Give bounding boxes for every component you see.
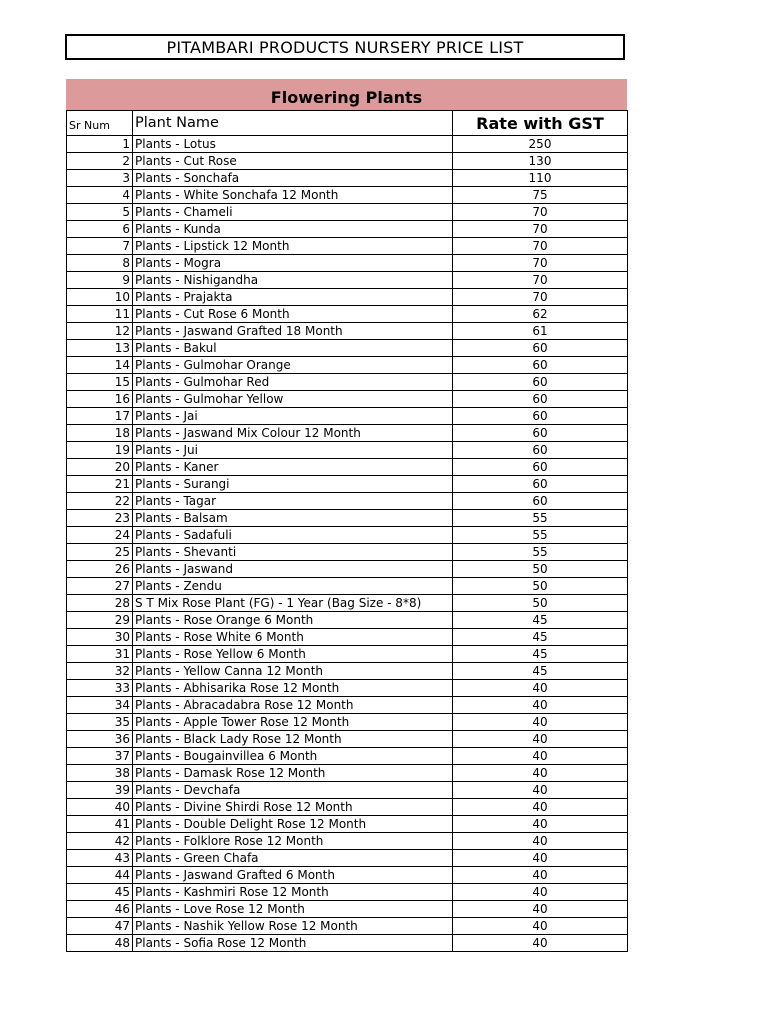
plant-name-cell: Plants - White Sonchafa 12 Month xyxy=(133,187,453,204)
rate-cell: 40 xyxy=(453,816,628,833)
plant-name-cell: Plants - Jui xyxy=(133,442,453,459)
plant-name-cell: Plants - Mogra xyxy=(133,255,453,272)
table-row xyxy=(67,374,628,391)
rate-cell: 40 xyxy=(453,714,628,731)
sr-num-cell: 34 xyxy=(67,697,133,714)
rate-cell: 40 xyxy=(453,833,628,850)
rate-cell: 40 xyxy=(453,884,628,901)
plant-name-cell: Plants - Prajakta xyxy=(133,289,453,306)
sr-num-cell: 9 xyxy=(67,272,133,289)
page-title: PITAMBARI PRODUCTS NURSERY PRICE LIST xyxy=(65,34,625,60)
plant-name-cell: Plants - Balsam xyxy=(133,510,453,527)
table-body xyxy=(67,136,628,952)
sr-num-cell: 42 xyxy=(67,833,133,850)
sr-num-cell: 17 xyxy=(67,408,133,425)
rate-cell: 250 xyxy=(453,136,628,153)
table-row xyxy=(67,918,628,935)
table-row xyxy=(67,629,628,646)
table-row xyxy=(67,663,628,680)
plant-name-cell: Plants - Lipstick 12 Month xyxy=(133,238,453,255)
plant-name-cell: Plants - Nishigandha xyxy=(133,272,453,289)
rate-cell: 70 xyxy=(453,204,628,221)
plant-name-cell: Plants - Sofia Rose 12 Month xyxy=(133,935,453,952)
table-row xyxy=(67,527,628,544)
sr-num-cell: 46 xyxy=(67,901,133,918)
table-row xyxy=(67,323,628,340)
plant-name-cell: Plants - Bakul xyxy=(133,340,453,357)
plant-name-cell: Plants - Bougainvillea 6 Month xyxy=(133,748,453,765)
rate-cell: 60 xyxy=(453,459,628,476)
sr-num-cell: 8 xyxy=(67,255,133,272)
rate-cell: 40 xyxy=(453,748,628,765)
rate-cell: 50 xyxy=(453,561,628,578)
table-row xyxy=(67,731,628,748)
sr-num-cell: 45 xyxy=(67,884,133,901)
plant-name-cell: Plants - Jaswand Mix Colour 12 Month xyxy=(133,425,453,442)
table-row xyxy=(67,595,628,612)
table-row xyxy=(67,680,628,697)
table-row xyxy=(67,493,628,510)
rate-cell: 60 xyxy=(453,374,628,391)
sr-num-cell: 29 xyxy=(67,612,133,629)
rate-cell: 50 xyxy=(453,578,628,595)
plant-name-cell: Plants - Rose White 6 Month xyxy=(133,629,453,646)
sr-num-cell: 31 xyxy=(67,646,133,663)
sr-num-cell: 5 xyxy=(67,204,133,221)
table-row xyxy=(67,204,628,221)
rate-cell: 60 xyxy=(453,408,628,425)
plant-name-cell: Plants - Jai xyxy=(133,408,453,425)
sr-num-cell: 13 xyxy=(67,340,133,357)
plant-name-cell: Plants - Gulmohar Yellow xyxy=(133,391,453,408)
sr-num-cell: 20 xyxy=(67,459,133,476)
plant-name-cell: Plants - Abracadabra Rose 12 Month xyxy=(133,697,453,714)
plant-name-cell: Plants - Jaswand Grafted 6 Month xyxy=(133,867,453,884)
plant-name-cell: Plants - Damask Rose 12 Month xyxy=(133,765,453,782)
sr-num-cell: 1 xyxy=(67,136,133,153)
sr-num-cell: 32 xyxy=(67,663,133,680)
plant-name-cell: Plants - Apple Tower Rose 12 Month xyxy=(133,714,453,731)
rate-cell: 45 xyxy=(453,663,628,680)
plant-name-cell: Plants - Lotus xyxy=(133,136,453,153)
plant-name-cell: Plants - Divine Shirdi Rose 12 Month xyxy=(133,799,453,816)
table-row xyxy=(67,867,628,884)
sr-num-cell: 11 xyxy=(67,306,133,323)
plant-name-cell: Plants - Tagar xyxy=(133,493,453,510)
rate-cell: 40 xyxy=(453,731,628,748)
table-row xyxy=(67,187,628,204)
rate-cell: 40 xyxy=(453,782,628,799)
plant-name-cell: Plants - Cut Rose xyxy=(133,153,453,170)
table-row xyxy=(67,561,628,578)
rate-cell: 60 xyxy=(453,357,628,374)
table-row xyxy=(67,612,628,629)
rate-cell: 50 xyxy=(453,595,628,612)
rate-cell: 70 xyxy=(453,289,628,306)
plant-name-cell: Plants - Jaswand Grafted 18 Month xyxy=(133,323,453,340)
plant-name-cell: Plants - Sonchafa xyxy=(133,170,453,187)
rate-cell: 45 xyxy=(453,612,628,629)
price-table xyxy=(66,110,628,952)
section-header: Flowering Plants xyxy=(66,79,627,110)
plant-name-cell: Plants - Sadafuli xyxy=(133,527,453,544)
rate-cell: 40 xyxy=(453,867,628,884)
table-row xyxy=(67,884,628,901)
sr-num-cell: 47 xyxy=(67,918,133,935)
table-row xyxy=(67,833,628,850)
rate-cell: 55 xyxy=(453,544,628,561)
plant-name-cell: Plants - Folklore Rose 12 Month xyxy=(133,833,453,850)
rate-cell: 70 xyxy=(453,255,628,272)
table-row xyxy=(67,255,628,272)
sr-num-cell: 26 xyxy=(67,561,133,578)
sr-num-cell: 21 xyxy=(67,476,133,493)
sr-num-cell: 25 xyxy=(67,544,133,561)
table-row xyxy=(67,510,628,527)
table-row xyxy=(67,578,628,595)
sr-num-cell: 19 xyxy=(67,442,133,459)
sr-num-cell: 27 xyxy=(67,578,133,595)
table-row xyxy=(67,799,628,816)
plant-name-cell: Plants - Kaner xyxy=(133,459,453,476)
table-row xyxy=(67,391,628,408)
plant-name-cell: Plants - Devchafa xyxy=(133,782,453,799)
sr-num-cell: 14 xyxy=(67,357,133,374)
plant-name-cell: Plants - Gulmohar Orange xyxy=(133,357,453,374)
table-row xyxy=(67,714,628,731)
plant-name-cell: Plants - Cut Rose 6 Month xyxy=(133,306,453,323)
sr-num-cell: 23 xyxy=(67,510,133,527)
rate-cell: 45 xyxy=(453,646,628,663)
table-row xyxy=(67,238,628,255)
plant-name-cell: Plants - Chameli xyxy=(133,204,453,221)
rate-cell: 40 xyxy=(453,799,628,816)
plant-name-cell: Plants - Black Lady Rose 12 Month xyxy=(133,731,453,748)
rate-cell: 40 xyxy=(453,850,628,867)
table-row xyxy=(67,153,628,170)
plant-name-cell: S T Mix Rose Plant (FG) - 1 Year (Bag Size - 8*8) xyxy=(133,595,453,612)
plant-name-cell: Plants - Gulmohar Red xyxy=(133,374,453,391)
column-header-sr-num: Sr Num xyxy=(67,111,133,136)
rate-cell: 61 xyxy=(453,323,628,340)
sr-num-cell: 7 xyxy=(67,238,133,255)
table-row xyxy=(67,442,628,459)
table-row xyxy=(67,136,628,153)
plant-name-cell: Plants - Rose Yellow 6 Month xyxy=(133,646,453,663)
plant-name-cell: Plants - Kashmiri Rose 12 Month xyxy=(133,884,453,901)
sr-num-cell: 37 xyxy=(67,748,133,765)
rate-cell: 130 xyxy=(453,153,628,170)
plant-name-cell: Plants - Zendu xyxy=(133,578,453,595)
sr-num-cell: 2 xyxy=(67,153,133,170)
sr-num-cell: 33 xyxy=(67,680,133,697)
plant-name-cell: Plants - Green Chafa xyxy=(133,850,453,867)
rate-cell: 62 xyxy=(453,306,628,323)
table-row xyxy=(67,221,628,238)
sr-num-cell: 36 xyxy=(67,731,133,748)
table-row xyxy=(67,935,628,952)
sr-num-cell: 40 xyxy=(67,799,133,816)
column-header-rate: Rate with GST xyxy=(453,111,628,136)
rate-cell: 40 xyxy=(453,935,628,952)
table-row xyxy=(67,901,628,918)
plant-name-cell: Plants - Love Rose 12 Month xyxy=(133,901,453,918)
sr-num-cell: 12 xyxy=(67,323,133,340)
rate-cell: 60 xyxy=(453,425,628,442)
plant-name-cell: Plants - Nashik Yellow Rose 12 Month xyxy=(133,918,453,935)
rate-cell: 40 xyxy=(453,918,628,935)
plant-name-cell: Plants - Double Delight Rose 12 Month xyxy=(133,816,453,833)
rate-cell: 55 xyxy=(453,510,628,527)
sr-num-cell: 39 xyxy=(67,782,133,799)
plant-name-cell: Plants - Kunda xyxy=(133,221,453,238)
rate-cell: 110 xyxy=(453,170,628,187)
plant-name-cell: Plants - Shevanti xyxy=(133,544,453,561)
sr-num-cell: 22 xyxy=(67,493,133,510)
table-row xyxy=(67,408,628,425)
rate-cell: 70 xyxy=(453,221,628,238)
sr-num-cell: 18 xyxy=(67,425,133,442)
table-row xyxy=(67,765,628,782)
sr-num-cell: 28 xyxy=(67,595,133,612)
table-row xyxy=(67,646,628,663)
table-row xyxy=(67,170,628,187)
sr-num-cell: 48 xyxy=(67,935,133,952)
table-row xyxy=(67,357,628,374)
sr-num-cell: 24 xyxy=(67,527,133,544)
sr-num-cell: 3 xyxy=(67,170,133,187)
plant-name-cell: Plants - Yellow Canna 12 Month xyxy=(133,663,453,680)
table-row xyxy=(67,289,628,306)
table-row xyxy=(67,697,628,714)
table-header-row xyxy=(67,111,628,136)
sr-num-cell: 43 xyxy=(67,850,133,867)
plant-name-cell: Plants - Surangi xyxy=(133,476,453,493)
plant-name-cell: Plants - Abhisarika Rose 12 Month xyxy=(133,680,453,697)
rate-cell: 60 xyxy=(453,476,628,493)
rate-cell: 55 xyxy=(453,527,628,544)
rate-cell: 70 xyxy=(453,272,628,289)
sr-num-cell: 30 xyxy=(67,629,133,646)
sr-num-cell: 15 xyxy=(67,374,133,391)
plant-name-cell: Plants - Jaswand xyxy=(133,561,453,578)
table-row xyxy=(67,782,628,799)
sr-num-cell: 10 xyxy=(67,289,133,306)
price-table-container xyxy=(66,79,627,952)
table-row xyxy=(67,340,628,357)
rate-cell: 40 xyxy=(453,697,628,714)
table-row xyxy=(67,306,628,323)
rate-cell: 40 xyxy=(453,680,628,697)
sr-num-cell: 38 xyxy=(67,765,133,782)
sr-num-cell: 44 xyxy=(67,867,133,884)
plant-name-cell: Plants - Rose Orange 6 Month xyxy=(133,612,453,629)
rate-cell: 60 xyxy=(453,391,628,408)
rate-cell: 60 xyxy=(453,442,628,459)
sr-num-cell: 35 xyxy=(67,714,133,731)
rate-cell: 40 xyxy=(453,901,628,918)
sr-num-cell: 16 xyxy=(67,391,133,408)
rate-cell: 60 xyxy=(453,340,628,357)
rate-cell: 40 xyxy=(453,765,628,782)
sr-num-cell: 4 xyxy=(67,187,133,204)
column-header-plant-name: Plant Name xyxy=(133,111,453,136)
rate-cell: 45 xyxy=(453,629,628,646)
rate-cell: 75 xyxy=(453,187,628,204)
table-row xyxy=(67,459,628,476)
rate-cell: 60 xyxy=(453,493,628,510)
table-row xyxy=(67,816,628,833)
rate-cell: 70 xyxy=(453,238,628,255)
table-row xyxy=(67,544,628,561)
table-row xyxy=(67,425,628,442)
table-row xyxy=(67,476,628,493)
table-row xyxy=(67,850,628,867)
table-row xyxy=(67,272,628,289)
table-row xyxy=(67,748,628,765)
sr-num-cell: 6 xyxy=(67,221,133,238)
sr-num-cell: 41 xyxy=(67,816,133,833)
